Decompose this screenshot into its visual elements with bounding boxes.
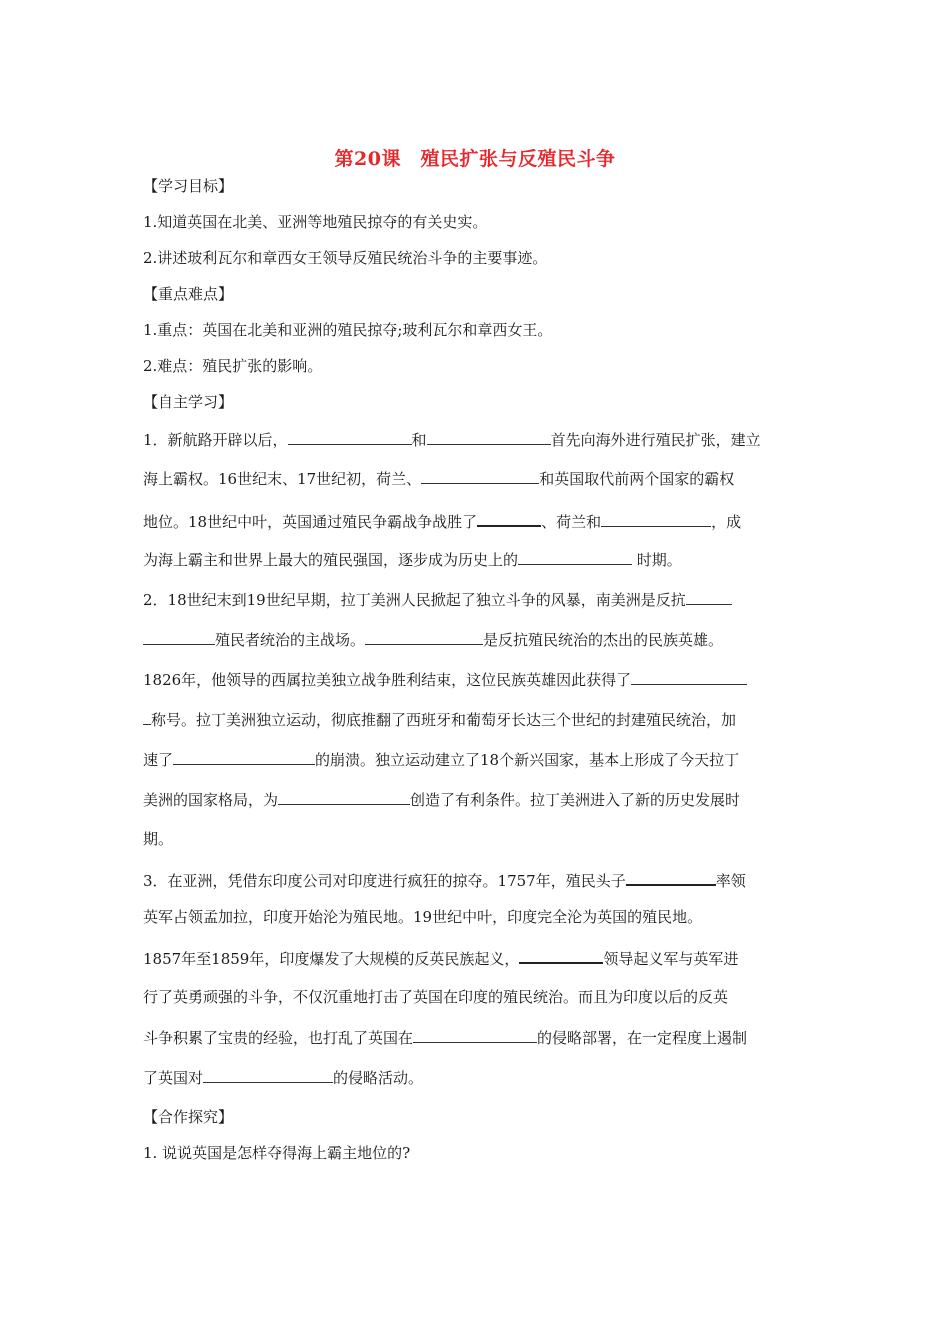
text: 的侵略活动。 [333,1069,424,1087]
fill-blank[interactable] [421,468,539,484]
text: 是反抗殖民统治的杰出的民族英雄。 [483,631,724,649]
text: 速了 [143,751,174,769]
fill-blank[interactable] [601,511,711,527]
question-2-line [143,669,747,690]
question-2-line [143,829,173,849]
text: 斗争积累了宝贵的经验，也打乱了英国在 [143,1029,414,1047]
text: 1826年，他领导的西属拉美独立战争胜利结束，这位民族英雄因此获得了 [143,671,632,689]
key-item: 1.重点：英国在北美和亚洲的殖民掠夺;玻利瓦尔和章西女王。 [143,321,553,339]
text: 3．在亚洲，凭借东印度公司对印度进行疯狂的掠夺。1757年，殖民头子 [143,872,626,890]
question-3-line [143,947,738,969]
goal-item: 2.讲述玻利瓦尔和章西女王领导反殖民统治斗争的主要事迹。 [143,249,548,267]
question-1-line [143,429,761,450]
fill-blank[interactable] [686,589,732,605]
question-2-line [143,629,723,650]
section-heading-goals: 【学习目标】 [143,177,234,195]
text: 的崩溃。独立运动建立了18个新兴国家，基本上形成了今天拉丁 [315,751,740,769]
fill-blank[interactable] [518,549,632,565]
text: 创造了有利条件。拉丁美洲进入了新的历史发展时 [410,791,741,809]
fill-blank[interactable] [203,1067,333,1083]
fill-blank[interactable] [278,789,410,805]
text: 2．18世纪末到19世纪早期，拉丁美洲人民掀起了独立斗争的风暴，南美洲是反抗 [143,591,686,609]
section-heading-self: 【自主学习】 [143,393,234,411]
text: 1857年至1859年，印度爆发了大规模的反英民族起义， [143,950,520,968]
text: 时期。 [632,551,682,569]
text: 的侵略部署，在一定程度上遏制 [537,1029,748,1047]
text: 美洲的国家格局，为 [143,791,279,809]
fill-blank[interactable] [173,749,315,765]
section-heading-coop: 【合作探究】 [143,1108,234,1126]
section-heading-key: 【重点难点】 [143,285,234,303]
text: 殖民者统治的主战场。 [215,631,366,649]
text: 地位。18世纪中叶，英国通过殖民争霸战争战胜了 [143,513,478,531]
text: 1．新航路开辟以后， [143,431,288,449]
fill-blank[interactable] [288,429,412,445]
fill-blank[interactable] [413,1027,537,1043]
question-2-line [143,589,732,610]
question-2-line [143,749,739,770]
text: 、荷兰和 [541,513,602,531]
question-3-line [143,1027,747,1048]
question-2-line [143,709,736,730]
text: 和英国取代前两个国家的霸权 [539,470,735,488]
text: 了英国对 [143,1069,204,1087]
question-1-line [143,510,741,532]
text: 称号。拉丁美洲独立运动，彻底推翻了西班牙和葡萄牙长达三个世纪的封建殖民统治，加 [151,711,737,729]
text: 率领 [715,872,746,890]
fill-blank[interactable] [365,629,483,645]
text: ，成 [711,513,742,531]
fill-blank[interactable] [143,629,215,645]
text: 领导起义军与英军进 [603,950,739,968]
fill-blank[interactable] [477,510,541,527]
text: 海上霸权。16世纪末、17世纪初，荷兰、 [143,470,422,488]
fill-blank[interactable] [143,709,151,725]
question-1-line [143,549,682,570]
question-3-line [143,987,728,1007]
coop-question: 1. 说说英国是怎样夺得海上霸主地位的? [143,1144,411,1162]
key-item: 2.难点：殖民扩张的影响。 [143,357,323,375]
text: 首先向海外进行殖民扩张，建立 [550,431,761,449]
text: 英军占领孟加拉，印度开始沦为殖民地。19世纪中叶，印度完全沦为英国的殖民地。 [143,908,703,926]
question-1-line [143,468,734,489]
fill-blank[interactable] [427,429,551,445]
page-title: 第20课 殖民扩张与反殖民斗争 [334,148,616,170]
question-2-line [143,789,740,810]
question-3-line [143,869,746,891]
fill-blank[interactable] [519,947,603,964]
fill-blank[interactable] [631,669,747,685]
question-3-line [143,907,702,927]
text: 期。 [143,830,174,848]
text: 行了英勇顽强的斗争，不仅沉重地打击了英国在印度的殖民统治。而且为印度以后的反英 [143,988,729,1006]
question-3-line [143,1067,423,1088]
goal-item: 1.知道英国在北美、亚洲等地殖民掠夺的有关史实。 [143,213,488,231]
text: 为海上霸主和世界上最大的殖民强国，逐步成为历史上的 [143,551,519,569]
fill-blank[interactable] [626,869,716,886]
text: 和 [411,431,427,449]
